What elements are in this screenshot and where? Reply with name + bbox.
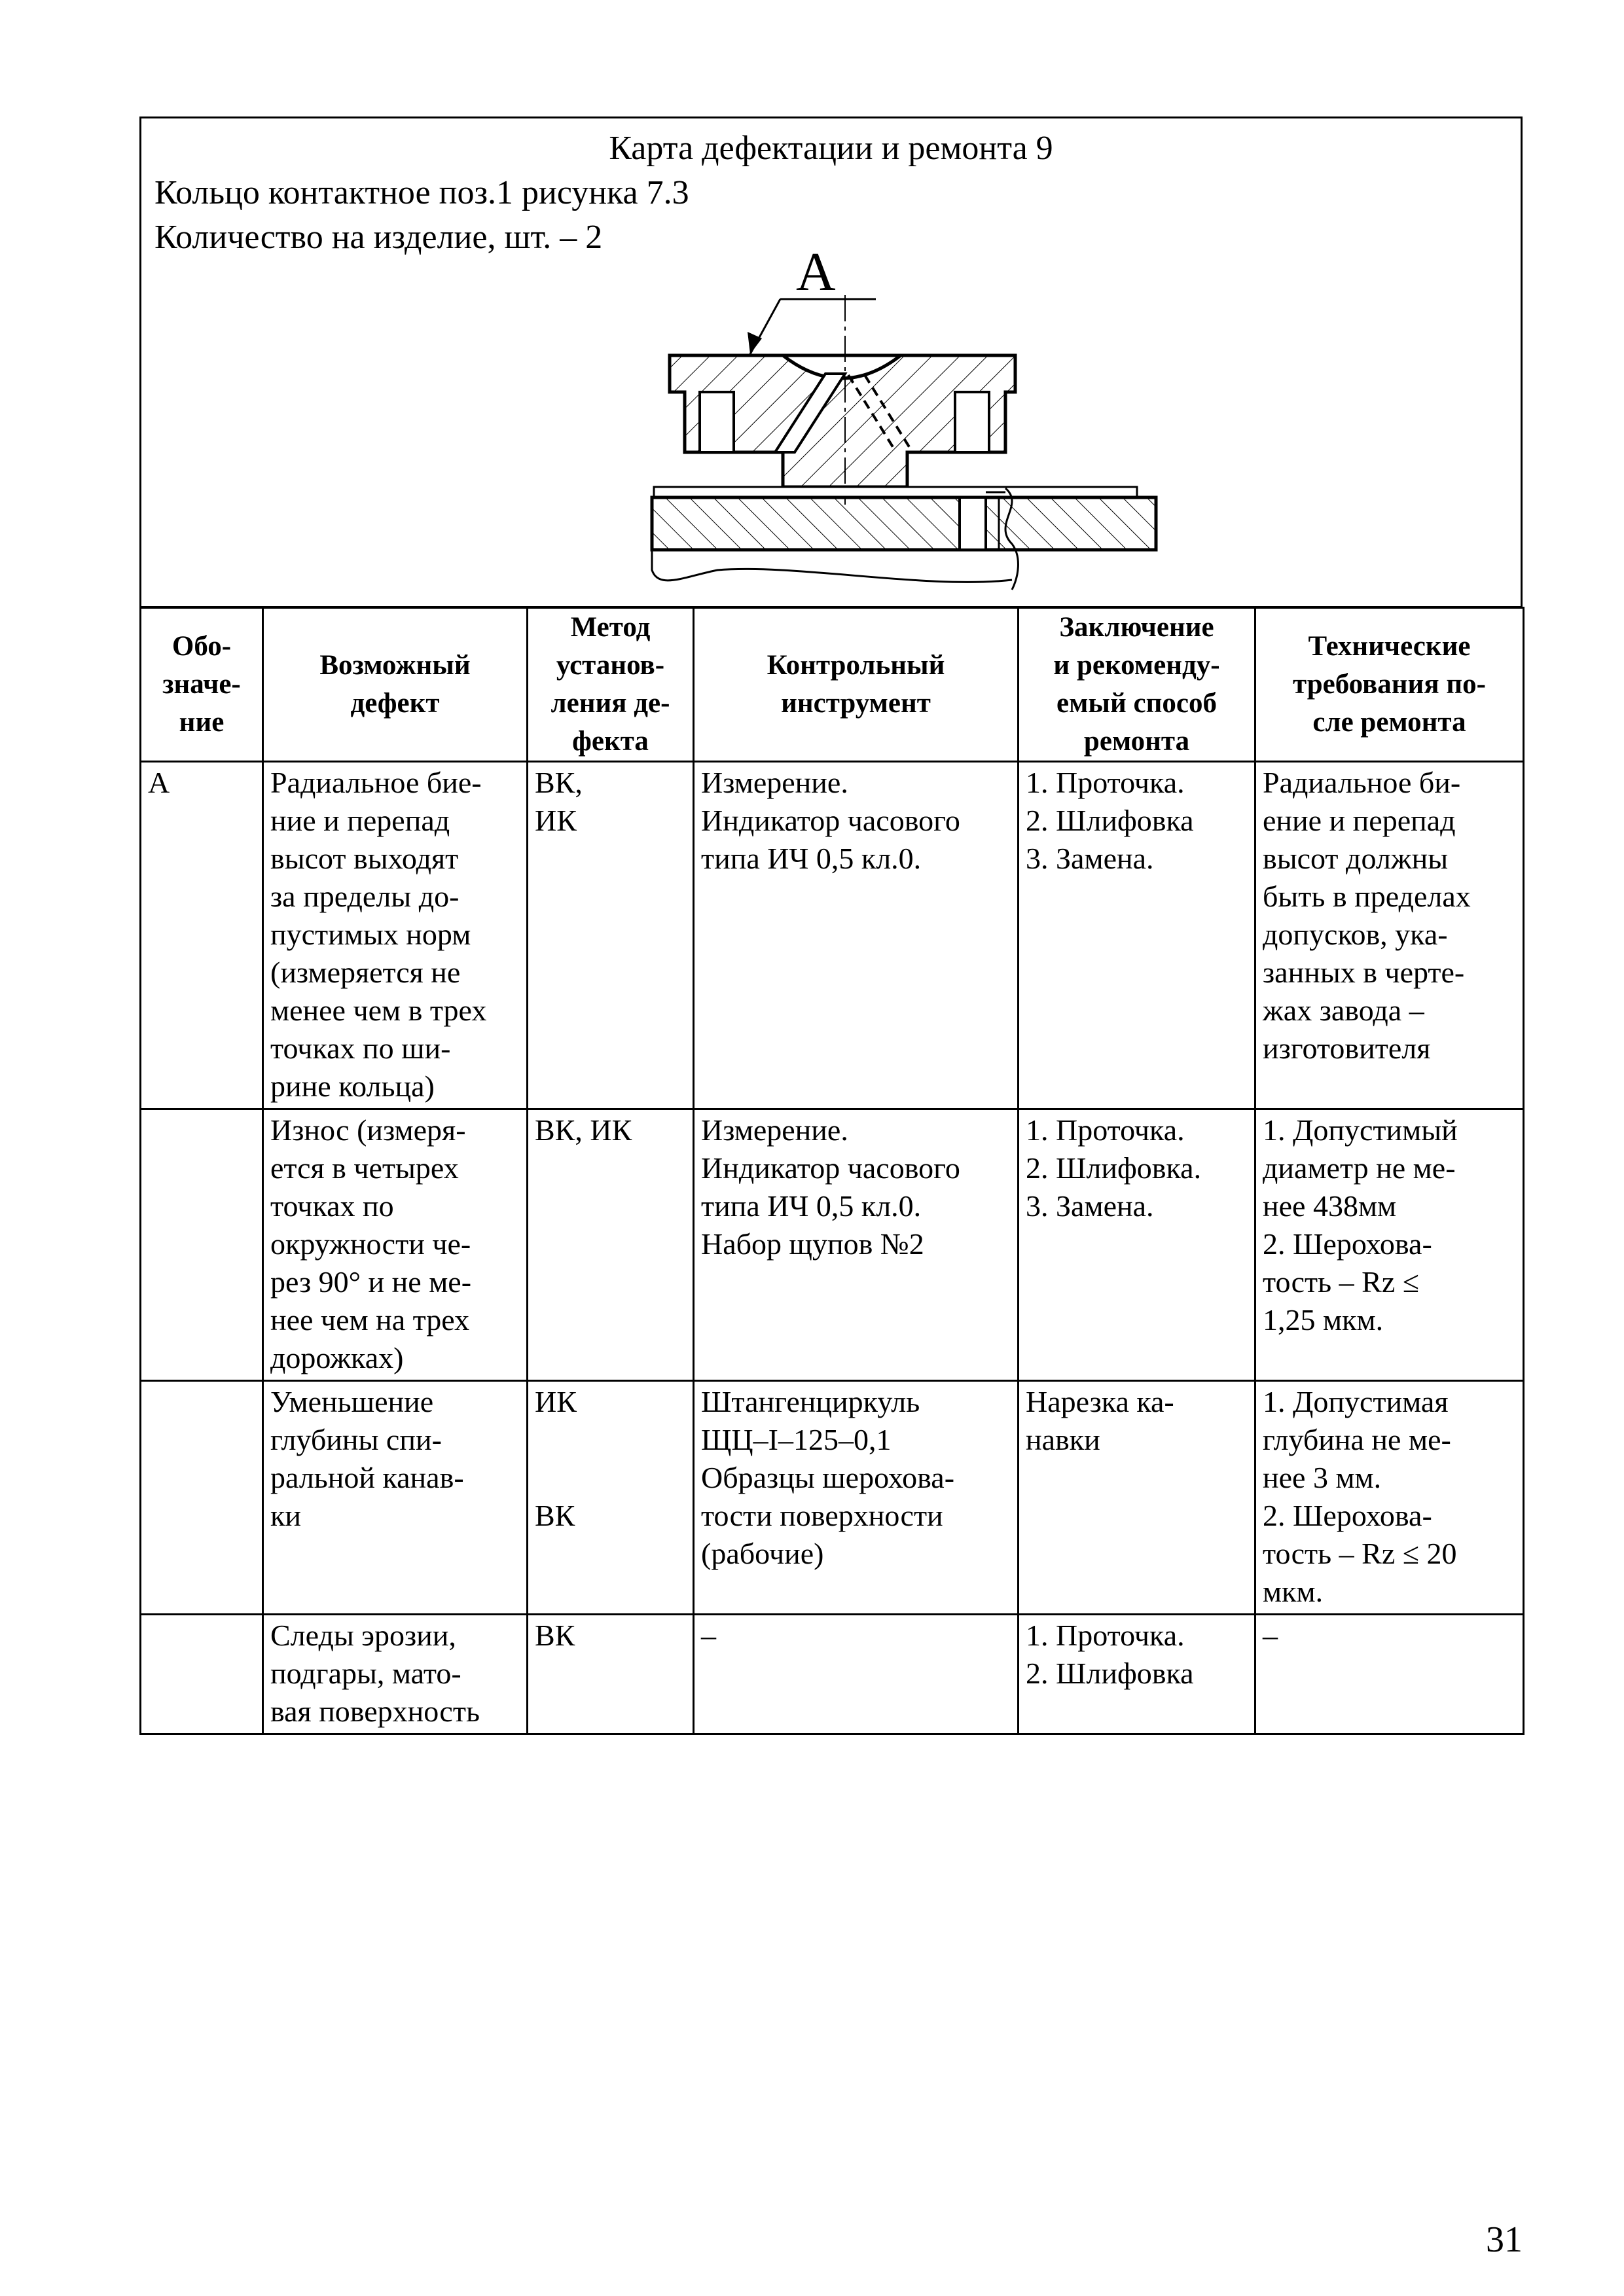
- card-title: Карта дефектации и ремонта 9: [609, 130, 1053, 167]
- col-header-method: Метод установ- ления де- фекта: [528, 608, 694, 762]
- table-row: [141, 1109, 1524, 1381]
- left-pocket: [700, 392, 734, 452]
- card-quantity: Количество на изделие, шт. – 2: [154, 219, 603, 256]
- cell-method: ВК, ИК: [528, 762, 694, 1109]
- break-line-bottom: [652, 550, 1012, 582]
- defect-card-header: [139, 117, 1523, 608]
- cell-defect: Износ (измеря- ется в четырех точках по окружности че- рез 90° и не ме- нее чем на трех дорожках): [263, 1109, 528, 1381]
- cell-requirements: Радиальное би- ение и перепад высот должны быть в пределах допусков, ука- занных в черте- жах завода – изготовителя: [1255, 762, 1524, 1109]
- table-row: [141, 1381, 1524, 1615]
- cell-designation: [141, 1615, 263, 1734]
- cell-instrument: Измерение. Индикатор часового типа ИЧ 0,5 кл.0.: [694, 762, 1019, 1109]
- cell-defect: Уменьшение глубины спи- ральной канав- ки: [263, 1381, 528, 1615]
- cell-repair: 1. Проточка. 2. Шлифовка 3. Замена.: [1019, 762, 1255, 1109]
- cell-requirements: 1. Допустимый диаметр не ме- нее 438мм 2. Шерохова- тость – Rz ≤ 1,25 мкм.: [1255, 1109, 1524, 1381]
- shaft-step: [960, 497, 986, 550]
- cell-designation: [141, 1109, 263, 1381]
- cell-requirements: 1. Допустимая глубина не ме- нее 3 мм. 2. Шерохова- тость – Rz ≤ 20 мкм.: [1255, 1381, 1524, 1615]
- card-part-name: Кольцо контактное поз.1 рисунка 7.3: [154, 174, 689, 211]
- cell-instrument: Штангенциркуль ЩЦ–I–125–0,1 Образцы шерохова- тости поверхности (рабочие): [694, 1381, 1019, 1615]
- cell-instrument: Измерение. Индикатор часового типа ИЧ 0,5 кл.0. Набор щупов №2: [694, 1109, 1019, 1381]
- col-header-requirements: Технические требования по- сле ремонта: [1255, 608, 1524, 762]
- cell-instrument: –: [694, 1615, 1019, 1734]
- cell-repair: Нарезка ка- навки: [1019, 1381, 1255, 1615]
- shaft-section: [652, 497, 1156, 550]
- cell-designation: [141, 1381, 263, 1615]
- cell-defect: Радиальное бие- ние и перепад высот выходят за пределы до- пустимых норм (измеряется не менее чем в трех точках по ши- рине кольца): [263, 762, 528, 1109]
- right-pocket: [955, 392, 989, 452]
- section-label: А: [796, 242, 836, 302]
- defect-table: [139, 607, 1525, 1735]
- cell-method: ВК, ИК: [528, 1109, 694, 1381]
- cell-requirements: –: [1255, 1615, 1524, 1734]
- cell-method: ВК: [528, 1615, 694, 1734]
- col-header-instrument: Контрольный инструмент: [694, 608, 1019, 762]
- cell-repair: 1. Проточка. 2. Шлифовка: [1019, 1615, 1255, 1734]
- cell-designation: А: [141, 762, 263, 1109]
- col-header-defect: Возможный дефект: [263, 608, 528, 762]
- table-row: [141, 1615, 1524, 1734]
- page-number: 31: [1486, 2219, 1523, 2260]
- cell-repair: 1. Проточка. 2. Шлифовка. 3. Замена.: [1019, 1109, 1255, 1381]
- part-section-drawing: [141, 118, 1521, 606]
- table-row: [141, 762, 1524, 1109]
- col-header-repair: Заключение и рекоменду- емый способ ремонта: [1019, 608, 1255, 762]
- cell-defect: Следы эрозии, подгары, мато- вая поверхность: [263, 1615, 528, 1734]
- cell-method: ИК ВК: [528, 1381, 694, 1615]
- table-header-row: [141, 608, 1524, 762]
- col-header-designation: Обо- значе- ние: [141, 608, 263, 762]
